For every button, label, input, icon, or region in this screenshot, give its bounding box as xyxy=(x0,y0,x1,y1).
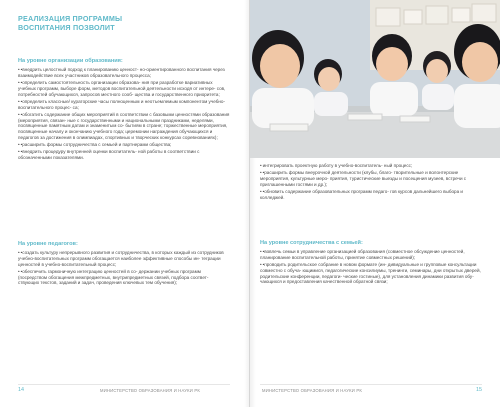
section-family-list xyxy=(260,249,482,287)
list-item: • •расширить формы сотрудничества с семьей и партнерами общества; xyxy=(18,142,230,148)
classroom-photo xyxy=(250,0,500,158)
face xyxy=(426,59,448,83)
shirt xyxy=(252,88,314,128)
face xyxy=(318,67,340,91)
list-item: • •определить самостоятельность организации образова- ния при разработке вариативных учебных программ, выборе форм, методов воспитательной деятельности исходя от интере- сов, потребностей обучающихся, запросов местного сооб- щества и государственного приоритета; xyxy=(18,80,230,97)
face xyxy=(376,47,408,81)
shirt xyxy=(370,82,418,116)
poster xyxy=(452,8,470,22)
footer-divider xyxy=(260,384,482,385)
shirt xyxy=(314,92,348,116)
list-item: • •расширить формы внеурочной деятельности (клубы, благо- творительные и волонтерские мероприятия, культурные меро- приятия, туристические выезды и посещения музеев, встречи с приглашенными гостями и др.); xyxy=(260,170,482,187)
notebook xyxy=(400,116,430,122)
list-item: • •обеспечить гармоничную интеграцию ценностей в со- держании учебных программ (посредством обогащения межпредметных, внутрипредметных связей, подбора соответ- ствующих текстов, заданий и задач, проведения ключевых тем обучения); xyxy=(18,269,230,286)
footer-divider xyxy=(18,384,230,385)
continuation-list xyxy=(260,163,482,202)
poster xyxy=(426,6,448,24)
section-heading-family: На уровне сотрудничества с семьей: xyxy=(260,240,363,246)
list-item: • •обогатить содержание общих мероприятий в соответствии с базовыми ценностями образования (мероприятия, связан- ные с государственными и национальными праздниками, неделями, посвященные памятным датам и знаменитым со- бытиям в стране; торжественные мероприятия, посвященные началу и окончанию учебного года; церемонии награждения обучающихся и педагогов за достижения в олимпиадах, спортивных и творческих конкурсах соревнованиях); xyxy=(18,112,230,141)
section-heading-organization: На уровне организации образования: xyxy=(18,58,123,64)
list-item: • •создать культуру непрерывного развития и сотрудничества, в которых каждый из сотрудников учебно-воспитательных программ обогащается наиболее эффективные способы ин- теграции ценностей в учебно-воспитательный процесс; xyxy=(18,250,230,267)
list-item: • •проводить родительское собрание в новом формате (ин- дивидуальные и групповые консультации совместно с обуча- ющимися, педагогические консилиумы, тренинги, семинары, дни открытых дверей, родительские конференции, педагоги- ческие гостиные), для установления динамики развития обу- чающихся и предоставления качественной обратной связи; xyxy=(260,262,482,285)
list-item: • •обновить содержание образовательных программ педаго- гов курсов дальнейшего выбора и колледжей. xyxy=(260,189,482,201)
list-item: • интегрировать проектную работу в учебно-воспитатель- ный процесс; xyxy=(260,163,482,169)
page-number: 14 xyxy=(18,387,24,393)
page-heading: РЕАЛИЗАЦИЯ ПРОГРАММЫ ВОСПИТАНИЯ ПОЗВОЛИТ xyxy=(18,14,123,32)
footer-title: МИНИСТЕРСТВО ОБРАЗОВАНИЯ И НАУКИ РК xyxy=(262,388,363,393)
notebook xyxy=(270,124,308,131)
poster xyxy=(376,8,400,26)
poster xyxy=(472,4,496,22)
list-item: • •внедрить процедуру внутренней оценки воспитатель- ной работы в соответствии с обозначенными показателями. xyxy=(18,149,230,161)
list-item: • •вовлечь семьи в управление организацией образования (совместное обсуждение ценностей, планирование воспитательной работы, принятие совместных решений); xyxy=(260,249,482,261)
section-teachers-list xyxy=(18,250,230,288)
list-item: • •определить классные/ кураторские часы полноценным и неотъемлемым компонентом учебно-воспитательного процес- са; xyxy=(18,99,230,111)
section-heading-teachers: На уровне педагогов: xyxy=(18,241,78,247)
list-item: • •внедрить целостный подход к планированию ценност- но-ориентированного воспитания через взаимодействие всех участников образовательного процесса; xyxy=(18,67,230,79)
shirt xyxy=(454,84,500,128)
face xyxy=(462,42,498,82)
face xyxy=(260,44,300,88)
section-organization-list xyxy=(18,67,230,162)
poster xyxy=(404,10,422,24)
classroom-illustration xyxy=(250,0,500,158)
page-number: 15 xyxy=(476,387,482,393)
notebook xyxy=(348,114,382,120)
shirt xyxy=(422,84,454,110)
footer-title: МИНИСТЕРСТВО ОБРАЗОВАНИЯ И НАУКИ РК xyxy=(100,388,201,393)
